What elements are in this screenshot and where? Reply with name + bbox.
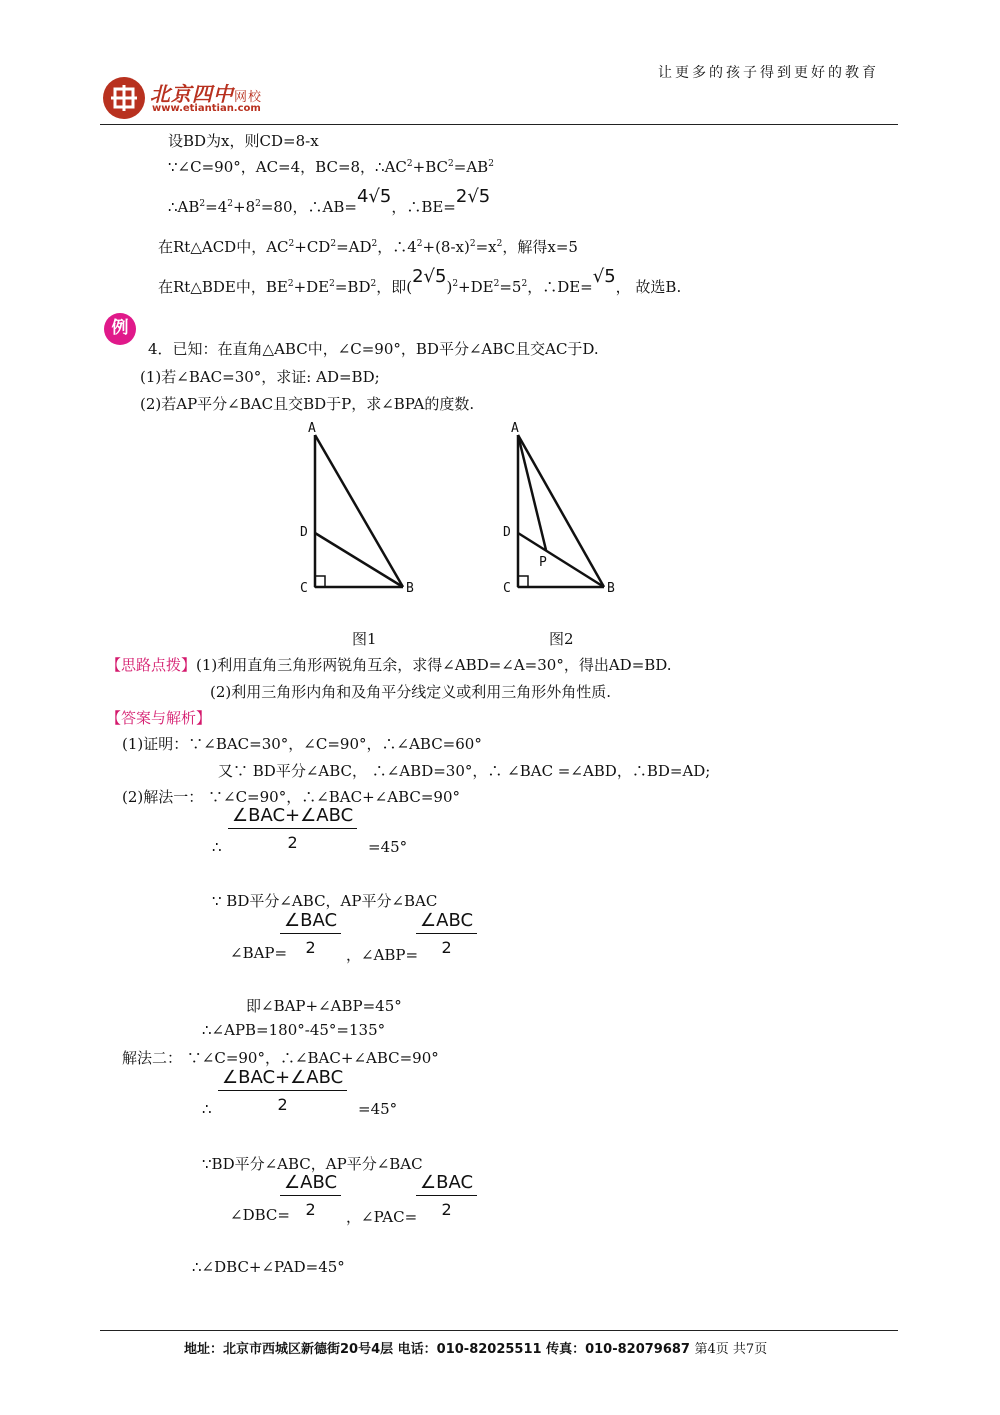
- fraction-bac-1: ∠BAC 2: [280, 910, 341, 957]
- fig2-label-a: A: [511, 421, 519, 436]
- abp-label: ，∠ABP=: [346, 946, 419, 964]
- answer-line-2: 又∵ BD平分∠ABC， ∴∠ABD=30°，∴ ∠BAC =∠ABD，∴BD=AD;: [218, 762, 711, 780]
- fig2-label-b: B: [607, 581, 615, 596]
- answer-line-6: ∴∠APB=180°-45°=135°: [202, 1021, 386, 1039]
- fraction-abc-2: ∠ABC 2: [280, 1172, 341, 1219]
- fraction-sum-2: ∠BAC+∠ABC 2: [218, 1067, 347, 1114]
- example-stem: 4．已知：在直角△ABC中，∠C=90°，BD平分∠ABC且交AC于D.: [148, 340, 599, 358]
- fig2-label-d: D: [503, 525, 511, 540]
- solution-line-1: 设BD为x，则CD=8-x: [168, 132, 319, 150]
- be-value: 2√5: [455, 186, 491, 207]
- therefore-1: ∴: [212, 838, 222, 856]
- dbc-label: ∠DBC=: [230, 1206, 290, 1224]
- answer-line-8: ∵BD平分∠ABC，AP平分∠BAC: [202, 1155, 423, 1173]
- fraction-bac-2: ∠BAC 2: [416, 1172, 477, 1219]
- solution-line-5: 在Rt△BDE中，$BE^2+DE^2=BD^2$，即$(2√5)^2+DE^2=5^2$，∴DE=√5， 故选B.: [158, 266, 682, 296]
- fig1-label-c: C: [300, 581, 308, 596]
- example-question-1: (1)若∠BAC=30°，求证: AD=BD;: [140, 368, 380, 386]
- solution-line-2: ∵∠C=90°，AC=4，BC=8，$\therefore AC^2+BC^2=AB^2$: [168, 158, 494, 176]
- fig1-label-b: B: [406, 581, 414, 596]
- solution-line-3: $\therefore AB^2=4^2+8^2=80$，∴AB=4√5，∴BE=2√5: [168, 186, 491, 216]
- figure-1-caption: 图1: [352, 630, 377, 648]
- fig1-label-d: D: [300, 525, 308, 540]
- footer-address: 地址：北京市西城区新德街20号4层 电话：010-82025511 传真：010-82079687: [184, 1342, 690, 1357]
- header-slogan: 让更多的孩子得到更好的教育: [658, 65, 879, 81]
- fraction-abc-1: ∠ABC 2: [416, 910, 477, 957]
- answer-tag: 【答案与解析】: [106, 709, 212, 727]
- answer-line-5: 即∠BAP+∠ABP=45°: [246, 997, 402, 1015]
- therefore-2: ∴: [202, 1100, 212, 1118]
- logo-text: 北京四中网校: [150, 82, 263, 106]
- solution-line-4: 在Rt△ACD中，$AC^2+CD^2=AD^2$，$\therefore 4^2+(8-x)^2=x^2$，解得x=5: [158, 238, 578, 256]
- answer-line-9: ∴∠DBC+∠PAD=45°: [192, 1258, 345, 1276]
- fig2-label-p: P: [539, 555, 547, 570]
- header-rule: [100, 124, 898, 125]
- figure-2-caption: 图2: [549, 630, 574, 648]
- figure-1: [315, 435, 403, 587]
- hint-line-2: (2)利用三角形内角和及角平分线定义或利用三角形外角性质.: [210, 683, 612, 701]
- result-45-2: =45°: [358, 1100, 398, 1118]
- logo-url: www.etiantian.com: [152, 103, 261, 114]
- pac-label: ，∠PAC=: [346, 1208, 418, 1226]
- fig2-label-c: C: [503, 581, 511, 596]
- hint-line-1: 【思路点拨】(1)利用直角三角形两锐角互余，求得∠ABD=∠A=30°，得出AD=BD.: [106, 656, 672, 674]
- footer-rule: [100, 1330, 898, 1331]
- result-45-1: =45°: [368, 838, 408, 856]
- example-badge: 例: [104, 313, 136, 345]
- answer-line-7: 解法二： ∵∠C=90°，∴∠BAC+∠ABC=90°: [122, 1049, 439, 1067]
- footer-page: 第4页 共7页: [694, 1342, 768, 1357]
- answer-line-1: (1)证明：∵∠BAC=30°，∠C=90°，∴∠ABC=60°: [122, 735, 482, 753]
- de-value: √5: [592, 266, 616, 287]
- figure-2: [518, 435, 604, 587]
- answer-line-3: (2)解法一： ∵∠C=90°，∴∠BAC+∠ABC=90°: [122, 788, 461, 806]
- example-question-2: (2)若AP平分∠BAC且交BD于P，求∠BPA的度数.: [140, 395, 475, 413]
- geometry-figures: [290, 415, 640, 605]
- paren-value: 2√5: [412, 266, 447, 287]
- footer: [184, 1338, 767, 1357]
- fraction-sum-1: ∠BAC+∠ABC 2: [228, 805, 357, 852]
- logo-emblem-icon: [103, 77, 145, 119]
- answer-line-4: ∵ BD平分∠ABC，AP平分∠BAC: [212, 892, 438, 910]
- bap-label: ∠BAP=: [230, 944, 288, 962]
- ab-value: 4√5: [356, 186, 392, 207]
- hint-tag: 【思路点拨】: [106, 656, 197, 674]
- fig1-label-a: A: [308, 421, 316, 436]
